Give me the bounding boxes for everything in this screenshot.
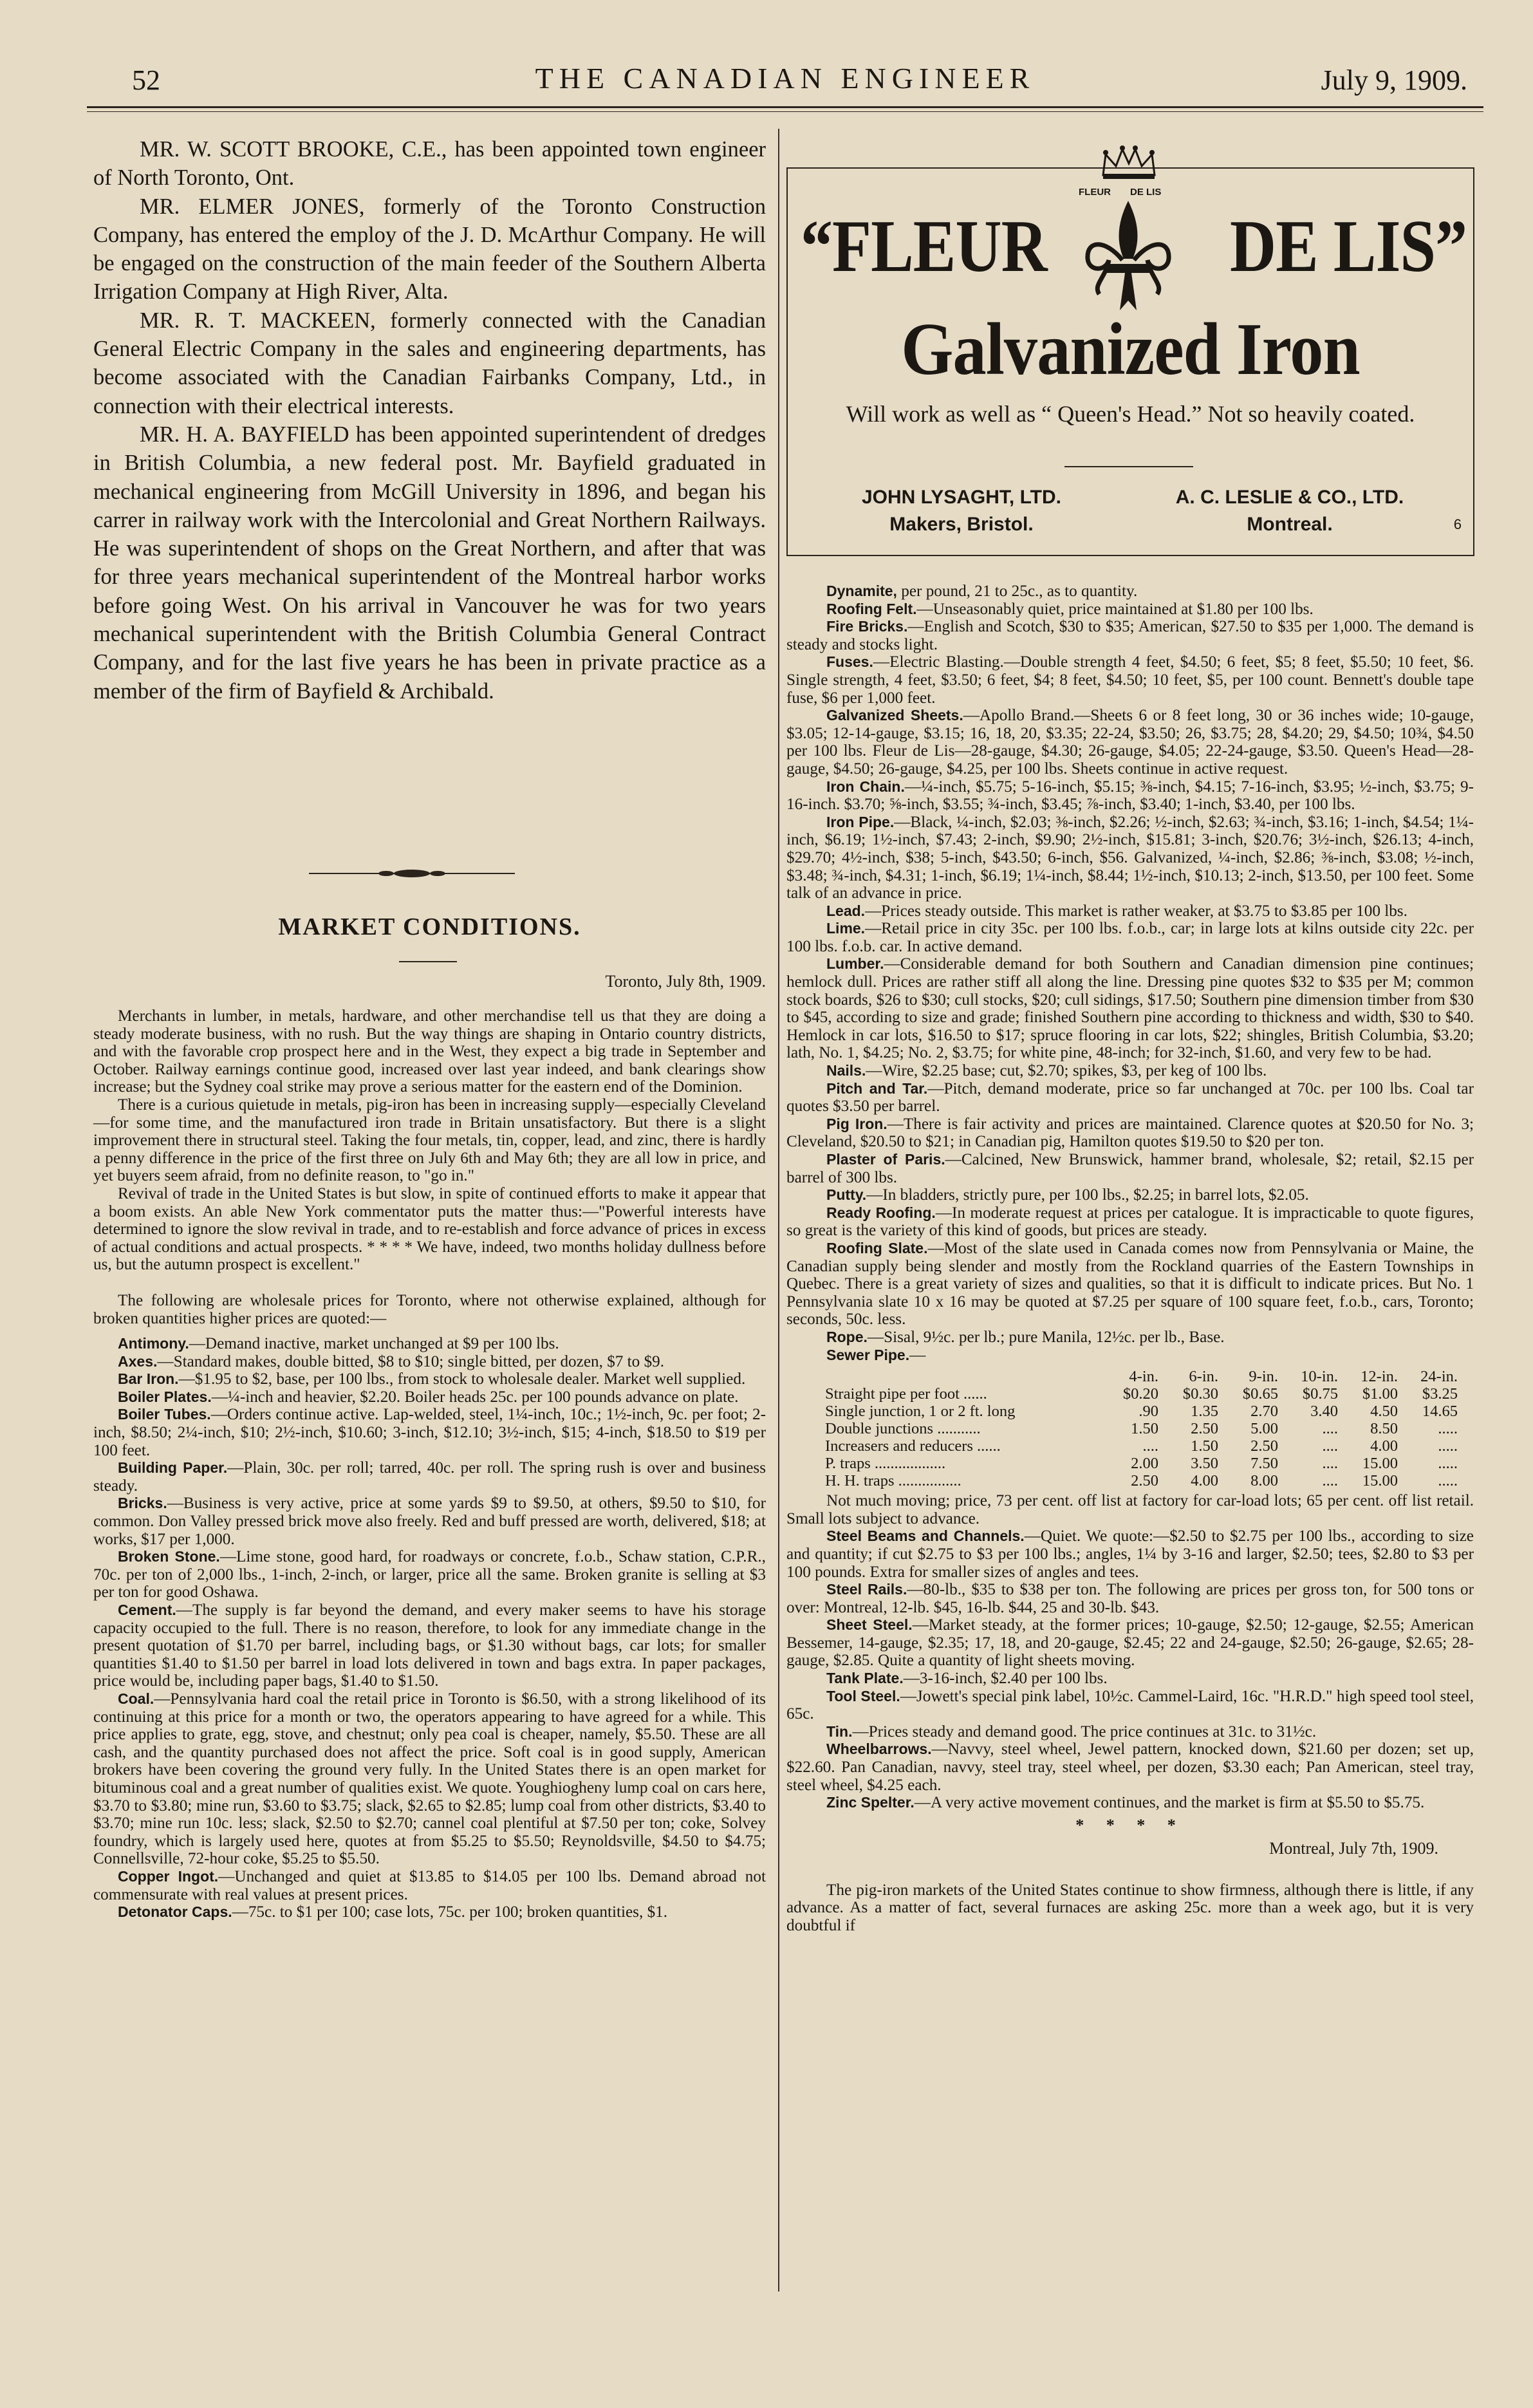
price-item (786, 583, 1474, 601)
price-item-name: Ready Roofing. (826, 1204, 936, 1221)
price-item-text: —Business is very active, price at some yards $9 to $9.50, at others, $9.50 to $10, for common. Don Valley pressed brick move also freely. Red and buff pressed are worth, delivered, $18; at works, $17 per 1,000. (93, 1495, 766, 1548)
price-item-text: —Pennsylvania hard coal the retail price in Toronto is $6.50, with a strong likelihood of its continuing at this price for a month or two, the operators appearing to have agreed for a while. This price applies to grate, egg, stove, and chestnut; only pea coal is cheaper, namely, $5.50. These are all cash, and the quantity purchased does not affect the price. Soft coal is in good supply, American brokers have been covering the ground very fully. In the United States there is an open market for bituminous coal and a great number of qualities exist. We quote. Youghiogheny lump coal on cars here, $3.70 to $3.80; mine run, $3.60 to $3.75; slack, $2.65 to $2.85; lump coal from other districts, $3.40 to $3.70; mine run 10c. less; slack, $2.50 to $2.70; cannel coal plentiful at $7.50 per ton; coke, Solvey foundry, which is largely used here, quotes at from $5.25 to $5.50; Reynoldsville, $4.50 to $4.75; Connellsville, 72-hour coke, $5.25 to $5.50. (93, 1690, 766, 1868)
price-item-text: —Jowett's special pink label, 10½c. Cammel-Laird, 16c. "H.R.D." high speed tool steel, 65c. (786, 1687, 1474, 1723)
price-item (786, 1741, 1474, 1794)
ad-separator (1064, 466, 1193, 467)
price-list-right (786, 583, 1474, 1935)
price-item-name: Copper Ingot. (118, 1867, 219, 1885)
price-item (93, 1406, 766, 1459)
price-item-text: —Wire, $2.25 base; cut, $2.70; spikes, $3, per keg of 100 lbs. (866, 1062, 1267, 1080)
sewer-col-header: 10-in. (1301, 1368, 1338, 1386)
price-item (93, 1601, 766, 1690)
price-item-name: Lumber. (826, 955, 884, 973)
price-item-text: —Prices steady and demand good. The price continues at 31c. to 31½c. (852, 1722, 1317, 1741)
toronto-dateline: Toronto, July 8th, 1909. (605, 972, 766, 991)
sewer-cell: .... (1322, 1472, 1338, 1490)
price-item-name: Fuses. (826, 653, 873, 671)
header-rule-thin (87, 111, 1483, 112)
column-divider (778, 129, 779, 2291)
price-item (786, 618, 1474, 653)
sewer-cell: 1.50 (1131, 1420, 1158, 1438)
price-item (786, 1062, 1474, 1080)
price-item-text: Not much moving; price, 73 per cent. off list at factory for car-load lots; 65 per cent. off list retail. Small lots subject to advance. (786, 1492, 1474, 1527)
sewer-cell: 2.50 (1250, 1437, 1278, 1455)
price-item (786, 1794, 1474, 1812)
personals-section (93, 135, 766, 705)
sewer-cell: 1.35 (1191, 1403, 1218, 1421)
market-conditions-title: MARKET CONDITIONS. (278, 913, 581, 940)
sewer-pipe-table (825, 1368, 1458, 1489)
ad-maker (820, 484, 1103, 538)
price-item-name: Rope. (826, 1328, 868, 1345)
price-item (93, 1495, 766, 1548)
sewer-cell: 2.50 (1131, 1472, 1158, 1490)
price-item (786, 1581, 1474, 1616)
price-item-text: —Electric Blasting.—Double strength 4 feet, $4.50; 6 feet, $5; 8 feet, $5.50; 10 feet, $6. Single strength, 4 feet, $3.50; 6 feet, $4; 8 feet, $4.50; 10 feet, $5, per 100 count. Bennett's double tape fuse, $6 per 1,000 feet. (786, 653, 1474, 707)
price-item-text: —Standard makes, double bitted, $8 to $10; single bitted, per dozen, $7 to $9. (157, 1352, 665, 1370)
crown-label-right: DE LIS (1130, 187, 1162, 198)
sewer-cell: 3.40 (1310, 1403, 1338, 1421)
price-item-text: —Navvy, steel wheel, Jewel pattern, knocked down, $21.60 per dozen; set up, $22.60. Pan Canadian, navvy, steel tray, steel wheel, per dozen, $3.30 each; Pan American, steel tray, steel wheel, $4.25 each. (786, 1741, 1474, 1794)
table-row (825, 1420, 1458, 1437)
title-rule (399, 961, 457, 962)
price-item-text: —Lime stone, good hard, for roadways or concrete, f.o.b., Schaw station, C.P.R., 70c. per ton of 2,000 lbs., 1-inch, 2-inch, or larger, price all the same. Broken granite is selling at $3 per ton for good Oshawa. (93, 1548, 766, 1601)
ad-headline-right: DE LIS” (1229, 205, 1467, 288)
price-item-text: —English and Scotch, $30 to $35; American, $27.50 to $35 per 1,000. The demand is steady and stocks light. (786, 618, 1474, 653)
price-item (786, 1204, 1474, 1240)
price-item-text: —Market steady, at the former prices; 10-gauge, $2.50; 12-gauge, $2.55; American Bessemer, 14-gauge, $2.35; 17, 18, and 20-gauge, $2.45; 22 and 24-gauge, $2.50; 26-gauge, $2.65; 28-gauge, $2.85. Quite a quantity of light sheets moving. (786, 1616, 1474, 1670)
price-item (786, 1329, 1474, 1347)
price-item (93, 1388, 766, 1406)
price-item-name: Lead. (826, 902, 866, 919)
ornament-divider (309, 867, 515, 880)
price-item (93, 1335, 766, 1353)
price-item-text: —80-lb., $35 to $38 per ton. The following are prices per gross ton, for 500 tons or over: Montreal, 12-lb. $45, 16-lb. $44, 25 and 30-lb. $43. (786, 1581, 1474, 1616)
price-item-name: Tank Plate. (826, 1670, 904, 1687)
price-item-text: —Calcined, New Brunswick, hammer brand, wholesale, $2; retail, $2.15 per barrel of 300 lbs. (786, 1151, 1474, 1186)
price-item-text: —Quiet. We quote:—$2.50 to $2.75 per 100 lbs., according to size and quantity; if cut $2.75 to $3 per 100 lbs.; angles, 1¼ by 3-16 and larger, $2.50; tees, $2.80 to $3 per 100 pounds. Extra for smaller sizes of angles and tees. (786, 1527, 1474, 1581)
price-list-right-part1 (786, 583, 1474, 1364)
price-item-name: Boiler Plates. (118, 1388, 212, 1405)
sewer-cell: 1.50 (1191, 1437, 1218, 1455)
running-header (87, 61, 1483, 106)
price-item-name: Lime. (826, 920, 866, 937)
personal-paragraph: MR. R. T. MACKEEN, formerly connected with the Canadian General Electric Company in the sales and engineering departments, has become associated with the Canadian Fairbanks Company, Ltd., in connection with their electrical interests. (93, 308, 766, 418)
price-item-text: —Orders continue active. Lap-welded, steel, 1¼-inch, 10c.; 1½-inch, 9c. per foot; 2-inch, $8.50; 2¼-inch, $10; 2½-inch, $10.60; 3-inch, $12.10; 3½-inch, $15; 4-inch, $18.50 to $19 per 100 feet. (93, 1406, 766, 1459)
price-item-name: Tin. (826, 1722, 853, 1740)
price-item-text: —Unchanged and quiet at $13.85 to $14.05 per 100 lbs. Demand abroad not commensurate with real values at present prices. (93, 1867, 766, 1903)
price-item (93, 1903, 766, 1921)
price-item-text: —$1.95 to $2, base, per 100 lbs., from stock to wholesale dealer. Market well supplied. (178, 1370, 746, 1388)
table-row (825, 1437, 1458, 1455)
sewer-cell: 7.50 (1250, 1455, 1278, 1473)
agent-name: A. C. LESLIE & CO., LTD. (1175, 487, 1404, 508)
sewer-cell: 4.00 (1370, 1437, 1398, 1455)
sewer-cell: .... (1322, 1455, 1338, 1473)
market-paragraph: Merchants in lumber, in metals, hardware, and other merchandise tell us that they are doing a steady moderate business, with no rush. But the way things are shaping in Ontario country districts, and with the favorable crop prospect here and in the West, they expect a big trade in September and October. Railway earnings continue good, increased over last year indeed, and bank clearings show increase; but the Sydney coal strike may prove a serious matter for the eastern end of the Dominion. (93, 1007, 766, 1096)
price-item-text: —Plain, 30c. per roll; tarred, 40c. per roll. The spring rush is over and business steady. (93, 1459, 766, 1495)
price-item (786, 955, 1474, 1062)
price-item-text: —Sisal, 9½c. per lb.; pure Manila, 12½c. per lb., Base. (867, 1328, 1225, 1346)
sewer-cell: ..... (1438, 1420, 1458, 1438)
market-paragraph: Revival of trade in the United States is but slow, in spite of continued efforts to make it appear that a boom exists. An able New York commentator puts the matter thus:—"Powerful interests have determined to ignore the slow revival in trade, and to re-establish and force advance of prices in excess of actual conditions and actual prospects. * * * * We have, indeed, two months holiday dullness before us, but the autumn prospect is excellent." (93, 1184, 766, 1274)
price-item-name: Sheet Steel. (826, 1616, 913, 1634)
price-item-text: per pound, 21 to 25c., as to quantity. (897, 583, 1138, 600)
price-item (93, 1370, 766, 1388)
section-stars: * * * * (1075, 1815, 1185, 1834)
price-item (786, 1670, 1474, 1688)
table-row (825, 1455, 1458, 1472)
price-item (93, 1548, 766, 1601)
price-item (786, 653, 1474, 707)
sewer-cell: ..... (1438, 1437, 1458, 1455)
sewer-row-label: P. traps .................. (825, 1455, 946, 1473)
price-item (93, 1868, 766, 1903)
sewer-cell: $0.65 (1242, 1385, 1278, 1403)
price-item-name: Iron Pipe. (826, 813, 895, 830)
ad-headline-left: “FLEUR (801, 205, 1047, 288)
issue-date: July 9, 1909. (1321, 64, 1467, 96)
price-item-name: Roofing Slate. (826, 1239, 928, 1256)
sewer-cell: 8.50 (1370, 1420, 1398, 1438)
sewer-cell: 2.50 (1191, 1420, 1218, 1438)
sewer-cell: $0.30 (1182, 1385, 1218, 1403)
price-item (786, 707, 1474, 778)
sewer-cell: 2.00 (1131, 1455, 1158, 1473)
personal-paragraph: MR. W. SCOTT BROOKE, C.E., has been appointed town engineer of North Toronto, Ont. (93, 137, 766, 191)
crown-icon (1097, 143, 1161, 182)
page-number: 52 (132, 64, 160, 96)
price-item (786, 814, 1474, 902)
sewer-cell: .... (1322, 1437, 1338, 1455)
price-item-text: —Unseasonably quiet, price maintained at $1.80 per 100 lbs. (916, 600, 1314, 618)
price-item-text: —There is fair activity and prices are maintained. Clarence quotes at $20.50 for No. 3; Cleveland, $20.50 to $21; in Canadian pig, Hamilton quotes $19.50 to $20 per ton. (786, 1115, 1474, 1151)
personal-paragraph: MR. H. A. BAYFIELD has been appointed superintendent of dredges in British Columbia, a new federal post. Mr. Bayfield graduated in mechanical engineering from McGill University in 1896, and began his carrer in railway work with the Intercolonial and Great Northern Railways. He was superintendent of shops on the Great Northern, and after that was for three years mechanical superintendent of the Montreal harbor works before going West. On his arrival in Vancouver he was for two years mechanical superintendent with the British Columbia General Contract Company, and for the last five years he has been in private practice as a member of the firm of Bayfield & Archibald. (93, 422, 766, 704)
header-rule (87, 106, 1483, 108)
sewer-col-header: 4-in. (1129, 1368, 1158, 1386)
sewer-cell: 3.50 (1191, 1455, 1218, 1473)
sewer-cell: 4.50 (1370, 1403, 1398, 1421)
fleur-de-lis-icon (1080, 188, 1176, 317)
personal-paragraph: MR. ELMER JONES, formerly of the Toronto Construction Company, has entered the employ of the J. D. McArthur Company. He will be engaged on the construction of the main feeder of the Southern Alberta Irrigation Company at High River, Alta. (93, 194, 766, 304)
sewer-cell: $1.00 (1362, 1385, 1398, 1403)
price-item-text: —In moderate request at prices per catalogue. It is impracticable to quote figures, so great is the variety of this kind of goods, but prices are steady. (786, 1204, 1474, 1240)
sewer-cell: 8.00 (1250, 1472, 1278, 1490)
price-item-name: Sewer Pipe. (826, 1346, 910, 1363)
price-item (786, 920, 1474, 955)
price-item-name: Building Paper. (118, 1459, 228, 1477)
price-item-name: Roofing Felt. (826, 600, 917, 617)
price-item-name: Broken Stone. (118, 1548, 220, 1565)
price-item-name: Wheelbarrows. (826, 1741, 932, 1758)
price-item-name: Axes. (118, 1352, 158, 1370)
price-item (786, 1080, 1474, 1115)
price-item-text: —Most of the slate used in Canada comes now from Pennsylvania or Maine, the Canadian supply being slender and mostly from the Rockland quarries of the Eastern Townships in Quebec. There is a great variety of sizes and qualities, so that it is difficult to indicate prices. But No. 1 Pennsylvania slate 10 x 16 may be quoted at $7.25 per square of 100 square feet, f.o.b., cars, Toronto; seconds, 50c. less. (786, 1239, 1474, 1329)
price-item-name: Iron Chain. (826, 778, 905, 795)
sewer-col-header: 9-in. (1249, 1368, 1278, 1386)
price-item-name: Boiler Tubes. (118, 1406, 211, 1423)
crown-label-left: FLEUR (1079, 187, 1111, 198)
ad-number: 6 (1453, 516, 1462, 532)
price-item (786, 1186, 1474, 1204)
sewer-cell: ..... (1438, 1455, 1458, 1473)
price-item (786, 601, 1474, 619)
price-item-name: Bricks. (118, 1495, 167, 1512)
price-item-text: —The supply is far beyond the demand, and every maker seems to have his storage capacity occupied to the full. There is no reason, therefore, to look for any immediate change in the present quotation of $1.70 per barrel, including bags, or $1.30 without bags, car lots; for smaller quantities $1.40 to $1.50 per barrel in load lots delivered in town and bags extra. In paper packages, price would be, including paper bags, $1.40 to $1.50. (93, 1601, 766, 1690)
price-item-text: —A very active movement continues, and the market is firm at $5.50 to $5.75. (914, 1794, 1425, 1812)
sewer-cell: 14.65 (1422, 1403, 1458, 1421)
sewer-cell: 15.00 (1362, 1455, 1398, 1473)
price-item-text: —¼-inch and heavier, $2.20. Boiler heads 25c. per 100 pounds advance on plate. (211, 1388, 739, 1406)
price-item-name: Plaster of Paris. (826, 1151, 945, 1168)
price-list-left (93, 1335, 766, 1921)
montreal-paragraph: The pig-iron markets of the United States continue to show firmness, although there is little, if any advance. As a matter of fact, several furnaces are asking 25c. more than a week ago, but it is very doubtful if (786, 1881, 1474, 1934)
price-item-name: Zinc Spelter. (826, 1794, 915, 1811)
price-item-text: —¼-inch, $5.75; 5-16-inch, $5.15; ⅜-inch, $4.15; 7-16-inch, $3.95; ½-inch, $3.75; 9-16-inch. $3.70; ⅝-inch, $3.55; ¾-inch, $3.45; ⅞-inch, $3.40; 1-inch, $3.40, per 100 lbs. (786, 778, 1474, 814)
price-item-text: —Demand inactive, market unchanged at $9 per 100 lbs. (189, 1335, 559, 1353)
ad-headline-product: Galvanized Iron (901, 308, 1360, 391)
sewer-cell: 4.00 (1191, 1472, 1218, 1490)
price-item (786, 1151, 1474, 1186)
sewer-cell: 2.70 (1250, 1403, 1278, 1421)
agent-location: Montreal. (1247, 514, 1333, 535)
sewer-cell: $0.75 (1302, 1385, 1338, 1403)
sewer-cell: $3.25 (1422, 1385, 1458, 1403)
table-row (825, 1472, 1458, 1489)
price-item-text: —Prices steady outside. This market is rather weaker, at $3.75 to $3.85 per 100 lbs. (865, 902, 1408, 920)
sewer-cell: $0.20 (1122, 1385, 1158, 1403)
montreal-dateline: Montreal, July 7th, 1909. (1269, 1838, 1438, 1858)
price-item (786, 1115, 1474, 1151)
maker-location: Makers, Bristol. (889, 514, 1034, 535)
price-item (786, 902, 1474, 920)
sewer-row-label: Double junctions ........... (825, 1420, 981, 1438)
price-item-text: —Considerable demand for both Southern and Canadian dimension pine continues; hemlock dull. Prices are rather stiff all along the line. Dressing pine quotes $32 to $35 per M; common stock boards, $26 to $30; cull stocks, $20; cull sidings, $17.50; Southern pine dimension timber from $30 to $45, according to size and grade; finished Southern pine according to thickness and width, $30 to $40. Hemlock in car lots, $16.50 to $17; spruce flooring in car lots, $22; shingles, British Columbia, $3.20; lath, No. 1, $4.25; No. 2, $3.75; for white pine, 48-inch; for 32-inch, $1.60, and very few to be had. (786, 955, 1474, 1062)
price-item-name: Pig Iron. (826, 1115, 887, 1132)
sewer-cell: .... (1142, 1437, 1158, 1455)
sewer-cell: .... (1322, 1420, 1338, 1438)
price-item-name: Pitch and Tar. (826, 1079, 928, 1097)
price-item-name: Galvanized Sheets. (826, 707, 963, 724)
price-item-text: —75c. to $1 per 100; case lots, 75c. per 100; broken quantities, $1. (232, 1903, 668, 1921)
price-item (786, 778, 1474, 814)
ad-subline: Will work as well as “ Queen's Head.” Not so heavily coated. (846, 401, 1415, 427)
sewer-row-label: Straight pipe per foot ...... (825, 1385, 987, 1403)
prices-intro: The following are wholesale prices for Toronto, where not otherwise explained, although for broken quantities higher prices are quoted:— (93, 1291, 766, 1327)
price-item-name: Dynamite, (826, 583, 897, 599)
price-item (786, 1492, 1474, 1527)
price-item-name: Steel Beams and Channels. (826, 1527, 1025, 1545)
price-item (93, 1690, 766, 1868)
price-item-text: — (909, 1346, 926, 1364)
sewer-col-header: 12-in. (1361, 1368, 1398, 1386)
price-item-text: —In bladders, strictly pure, per 100 lbs., $2.25; in barrel lots, $2.05. (866, 1186, 1309, 1204)
price-item (786, 1347, 1474, 1365)
fleur-de-lis-advertisement (786, 167, 1474, 556)
price-item-name: Detonator Caps. (118, 1903, 232, 1921)
sewer-cell: 15.00 (1362, 1472, 1398, 1490)
price-item-name: Nails. (826, 1062, 866, 1079)
price-item (93, 1353, 766, 1371)
price-item-name: Bar Iron. (118, 1370, 179, 1388)
price-item (93, 1459, 766, 1495)
price-item (786, 1527, 1474, 1581)
price-item (786, 1723, 1474, 1741)
market-paragraph: There is a curious quietude in metals, pig-iron has been in increasing supply—especially Cleveland—for some time, and the manufactured iron trade in Britain unsatisfactory. But there is a slight improvement there in structural steel. Taking the four metals, tin, copper, lead, and zinc, there is hardly a penny difference in the price of the first three on July 6th and May 6th; they are all low in price, and yet buyers seem afraid, from no definite reason, to "go in." (93, 1096, 766, 1185)
sewer-row-label: Single junction, 1 or 2 ft. long (825, 1403, 1016, 1421)
price-item-name: Cement. (118, 1601, 176, 1618)
sewer-cell: .90 (1138, 1403, 1158, 1421)
sewer-cell: 5.00 (1250, 1420, 1278, 1438)
sewer-row-label: Increasers and reducers ...... (825, 1437, 1001, 1455)
price-item-text: —3-16-inch, $2.40 per 100 lbs. (903, 1670, 1108, 1688)
price-item-text: —Pitch, demand moderate, price so far unchanged at 70c. per 100 lbs. Coal tar quotes $3.50 per barrel. (786, 1079, 1474, 1115)
price-item-name: Tool Steel. (826, 1687, 900, 1704)
price-item-text: —Apollo Brand.—Sheets 6 or 8 feet long, 30 or 36 inches wide; 10-gauge, $3.05; 12-14-gauge, $3.15; 16, 18, 20, $3.35; 22-24, $3.50; 26, $3.75; 28, $4.20; 29, $4.50; 10¾, $4.50 per 100 lbs. Fleur de Lis—28-gauge, $4.30; 26-gauge, $4.05; 22-24-gauge, $3.50. Queen's Head—28-gauge, $4.50; 26-gauge, $4.25, per 100 lbs. Sheets continue in active request. (786, 707, 1474, 778)
table-row (825, 1403, 1458, 1420)
price-item (786, 1616, 1474, 1670)
sewer-col-header: 24-in. (1420, 1368, 1458, 1386)
sewer-col-header: 6-in. (1189, 1368, 1218, 1386)
price-item-name: Steel Rails. (826, 1581, 907, 1598)
market-text (93, 1007, 766, 1921)
price-item (786, 1688, 1474, 1723)
sewer-header-row (825, 1368, 1458, 1385)
sewer-row-label: H. H. traps ................ (825, 1472, 962, 1490)
journal-title: THE CANADIAN ENGINEER (535, 62, 1036, 95)
sewer-cell: ..... (1438, 1472, 1458, 1490)
price-item-text: —Black, ¼-inch, $2.03; ⅜-inch, $2.26; ½-inch, $2.63; ¾-inch, $3.16; 1-inch, $4.54; 1¼-inch, $6.19; 1½-inch, $7.43; 2-inch, $9.90; 2½-inch, $15.81; 3-inch, $20.76; 3½-inch, $26.13; 4-inch, $29.70; 4½-inch, $38; 5-inch, $43.50; 6-inch, $56. Galvanized, ¼-inch, $2.86; ⅜-inch, $3.08; ½-inch, $3.48; ¾-inch, $4.31; 1-inch, $6.19; 1¼-inch, $8.44; 1½-inch, $10.13; 2-inch, $13.50, per 100 feet. Some talk of an advance in price. (786, 813, 1474, 902)
table-row (825, 1385, 1458, 1403)
price-item-name: Putty. (826, 1186, 867, 1204)
price-item-name: Fire Bricks. (826, 618, 908, 635)
ad-agent (1135, 484, 1444, 538)
maker-name: JOHN LYSAGHT, LTD. (861, 487, 1062, 508)
price-item (786, 1240, 1474, 1329)
price-item-name: Antimony. (118, 1335, 189, 1352)
price-item-name: Coal. (118, 1690, 154, 1707)
price-item-text: —Retail price in city 35c. per 100 lbs. f.o.b., car; in large lots at kilns outside city 22c. per 100 lbs. f.o.b. car. In active demand. (786, 920, 1474, 955)
price-list-right-part2 (786, 1492, 1474, 1812)
